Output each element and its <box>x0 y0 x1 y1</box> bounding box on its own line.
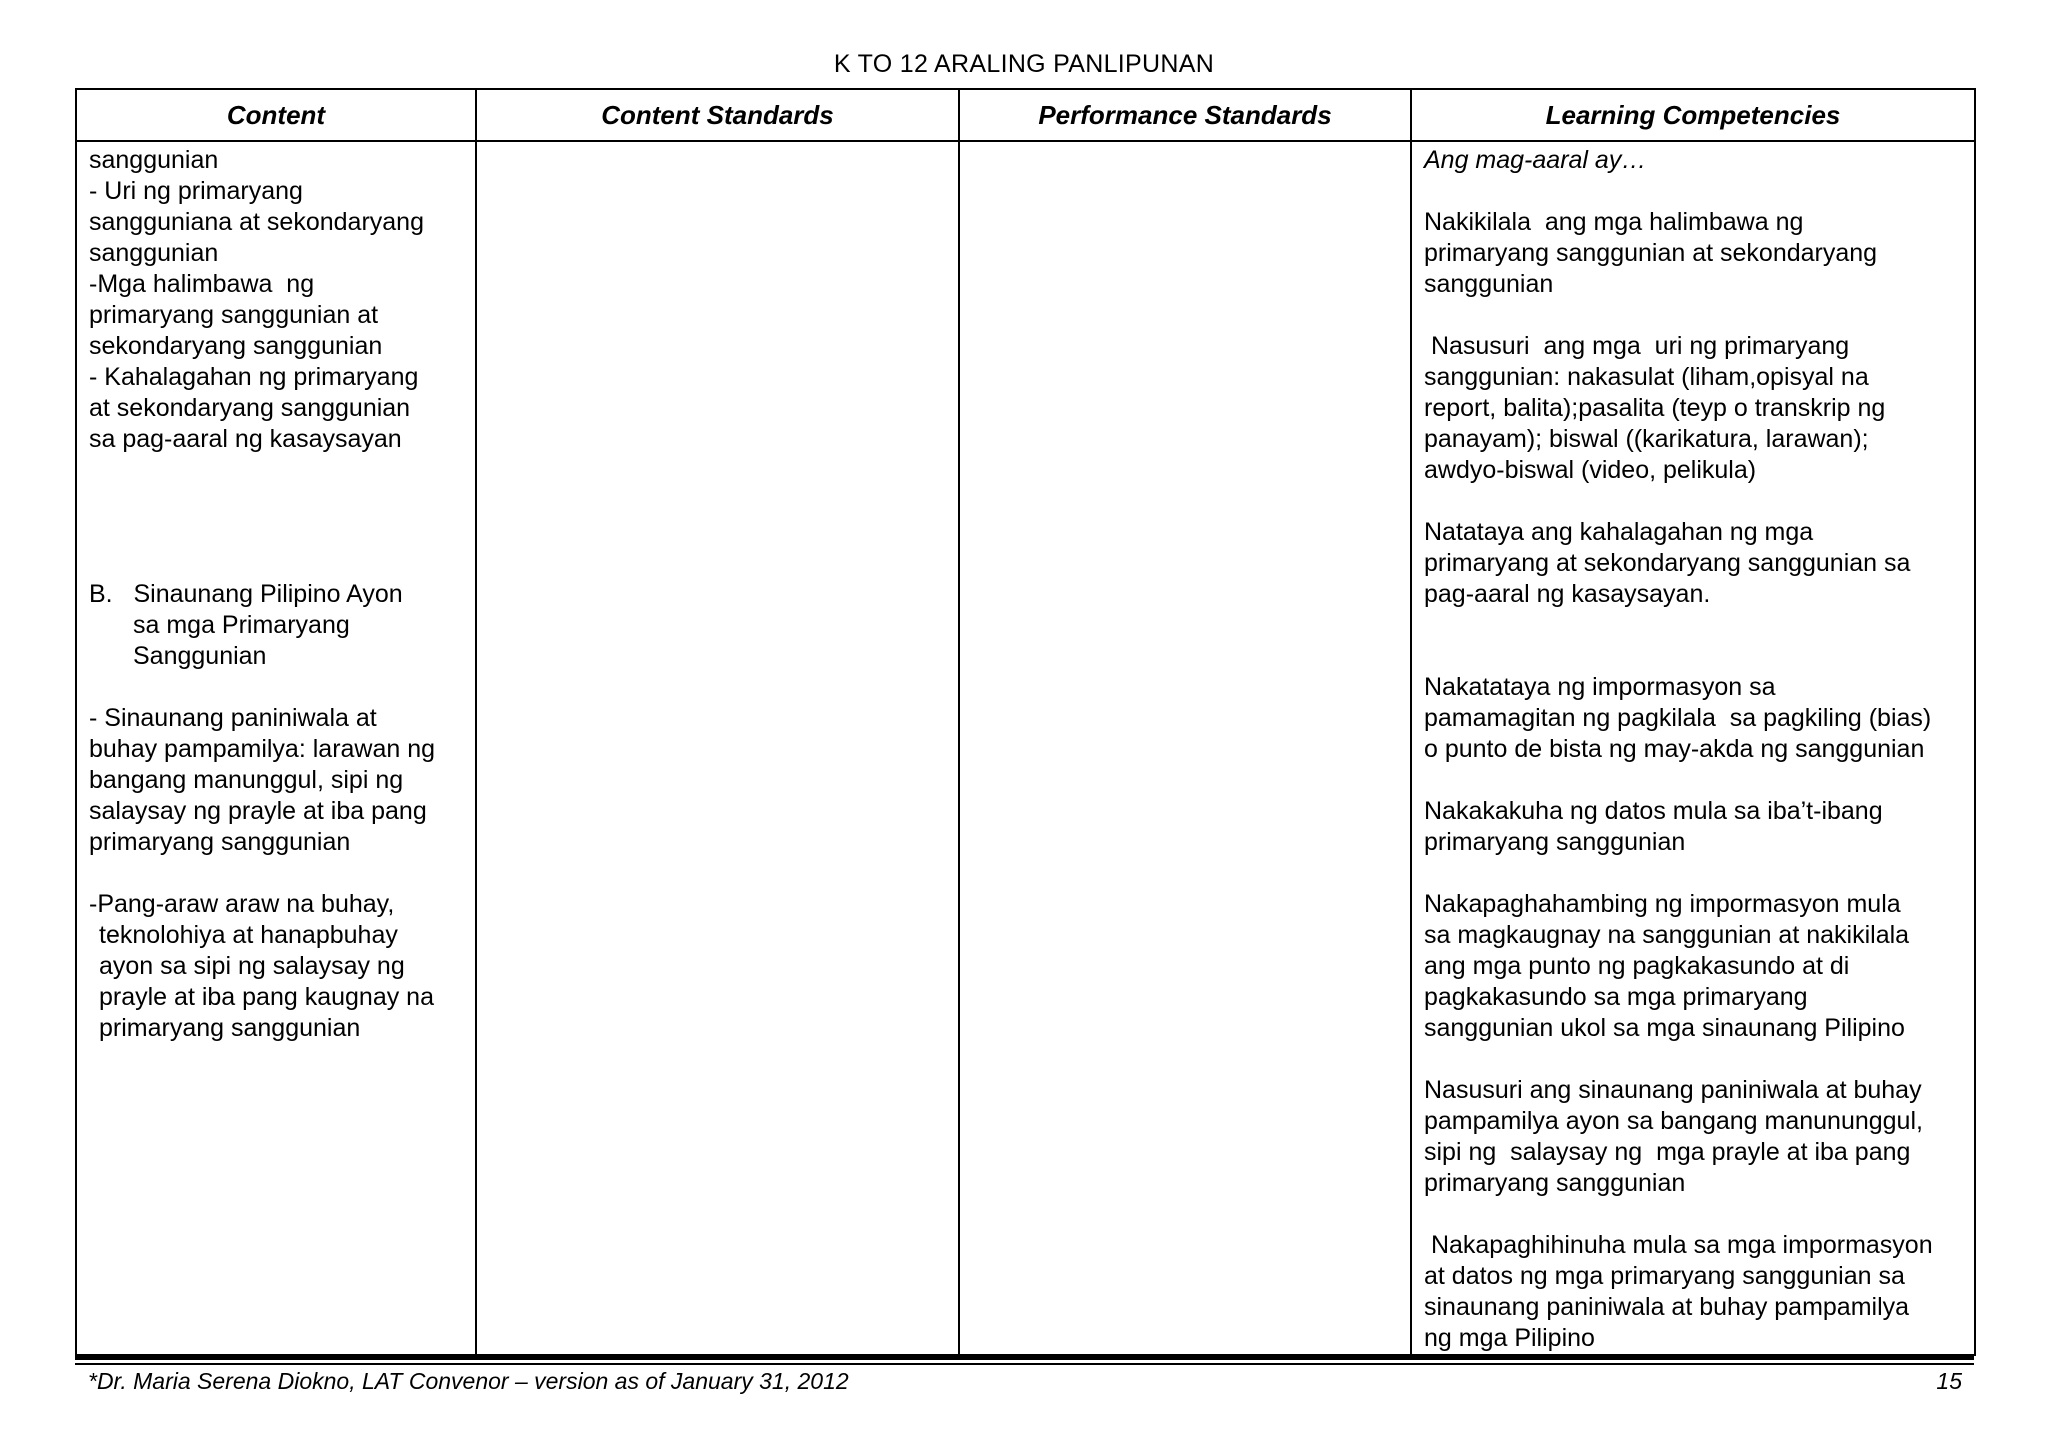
footer-divider <box>75 1354 1974 1360</box>
section-b-label: B. <box>89 580 113 608</box>
page-number: 15 <box>1936 1368 1962 1394</box>
competency-line: Nakapaghihinuha mula sa mga impormasyon <box>1424 1231 1933 1259</box>
footer-divider-thin <box>75 1363 1974 1365</box>
header-content: Content <box>76 89 476 141</box>
competency-line: report, balita);pasalita (teyp o transkrip ng <box>1424 394 1886 422</box>
competency-line: primaryang sanggunian at sekondaryang <box>1424 239 1878 267</box>
content-line: sangguniana at sekondaryang <box>89 208 424 236</box>
learning-competencies-cell <box>1411 141 1975 1355</box>
content-line: -Pang-araw araw na buhay, <box>89 890 395 918</box>
competency-line: Nakakakuha ng datos mula sa iba’t-ibang <box>1424 797 1883 825</box>
competency-line: sinaunang paniniwala at buhay pampamilya <box>1424 1293 1910 1321</box>
competency-line: sanggunian <box>1424 270 1554 298</box>
header-learning-competencies: Learning Competencies <box>1411 89 1975 141</box>
content-line: - Kahalagahan ng primaryang <box>89 363 419 391</box>
content-line: sa pag-aaral ng kasaysayan <box>89 425 402 453</box>
content-line: sanggunian <box>89 146 219 174</box>
competency-line: sipi ng salaysay ng mga prayle at iba pang <box>1424 1138 1911 1166</box>
competency-line: at datos ng mga primaryang sanggunian sa <box>1424 1262 1905 1290</box>
competency-line: pampamilya ayon sa bangang manununggul, <box>1424 1107 1923 1135</box>
header-performance-standards: Performance Standards <box>959 89 1411 141</box>
content-line: salaysay ng prayle at iba pang <box>89 797 427 825</box>
document-title: K TO 12 ARALING PANLIPUNAN <box>833 50 1215 78</box>
competency-line: Nasusuri ang sinaunang paniniwala at buhay <box>1424 1076 1922 1104</box>
competency-line: pag-aaral ng kasaysayan. <box>1424 580 1711 608</box>
content-line: primaryang sanggunian at <box>89 301 379 329</box>
competency-line: ng mga Pilipino <box>1424 1324 1595 1352</box>
section-b-title-line: sa mga Primaryang <box>133 611 350 639</box>
competency-line: Nakatataya ng impormasyon sa <box>1424 673 1776 701</box>
competency-line: ang mga punto ng pagkakasundo at di <box>1424 952 1850 980</box>
content-line: teknolohiya at hanapbuhay <box>99 921 398 949</box>
header-content-standards: Content Standards <box>476 89 959 141</box>
competency-line: primaryang sanggunian <box>1424 1169 1686 1197</box>
competency-line: primaryang at sekondaryang sanggunian sa <box>1424 549 1911 577</box>
section-b-heading <box>89 579 463 610</box>
content-line: buhay pampamilya: larawan ng <box>89 735 436 763</box>
competency-line: Nasusuri ang mga uri ng primaryang <box>1424 332 1850 360</box>
content-cell <box>76 141 476 1355</box>
table-header-row <box>76 89 1975 141</box>
curriculum-table <box>75 88 1976 1356</box>
content-line: ayon sa sipi ng salaysay ng <box>99 952 405 980</box>
competency-line: sanggunian: nakasulat (liham,opisyal na <box>1424 363 1869 391</box>
competency-intro: Ang mag-aaral ay… <box>1424 146 1647 174</box>
competency-line: primaryang sanggunian <box>1424 828 1686 856</box>
competency-line: o punto de bista ng may-akda ng sanggunian <box>1424 735 1925 763</box>
content-line: sanggunian <box>89 239 219 267</box>
competency-line: Nakapaghahambing ng impormasyon mula <box>1424 890 1901 918</box>
competency-line: pagkakasundo sa mga primaryang <box>1424 983 1808 1011</box>
competency-line: Natataya ang kahalagahan ng mga <box>1424 518 1814 546</box>
competency-line: sanggunian ukol sa mga sinaunang Pilipino <box>1424 1014 1905 1042</box>
section-b-title-line: Sanggunian <box>133 642 267 670</box>
content-line: primaryang sanggunian <box>89 828 351 856</box>
competency-line: sa magkaugnay na sanggunian at nakikilala <box>1424 921 1910 949</box>
content-line: -Mga halimbawa ng <box>89 270 315 298</box>
section-b-title-line: Sinaunang Pilipino Ayon <box>133 580 403 608</box>
content-line: prayle at iba pang kaugnay na <box>99 983 434 1011</box>
performance-standards-cell <box>959 141 1411 1355</box>
content-standards-cell <box>476 141 959 1355</box>
content-line: - Uri ng primaryang <box>89 177 303 205</box>
table-row <box>76 141 1975 1355</box>
content-line: primaryang sanggunian <box>99 1014 361 1042</box>
content-line: - Sinaunang paniniwala at <box>89 704 377 732</box>
content-line: bangang manunggul, sipi ng <box>89 766 404 794</box>
footer-credit: *Dr. Maria Serena Diokno, LAT Convenor – version as of January 31, 2012 <box>88 1368 849 1394</box>
content-line: at sekondaryang sanggunian <box>89 394 411 422</box>
competency-line: panayam); biswal ((karikatura, larawan); <box>1424 425 1869 453</box>
competency-line: awdyo-biswal (video, pelikula) <box>1424 456 1757 484</box>
competency-line: Nakikilala ang mga halimbawa ng <box>1424 208 1804 236</box>
content-line: sekondaryang sanggunian <box>89 332 383 360</box>
competency-line: pamamagitan ng pagkilala sa pagkiling (bias) <box>1424 704 1932 732</box>
